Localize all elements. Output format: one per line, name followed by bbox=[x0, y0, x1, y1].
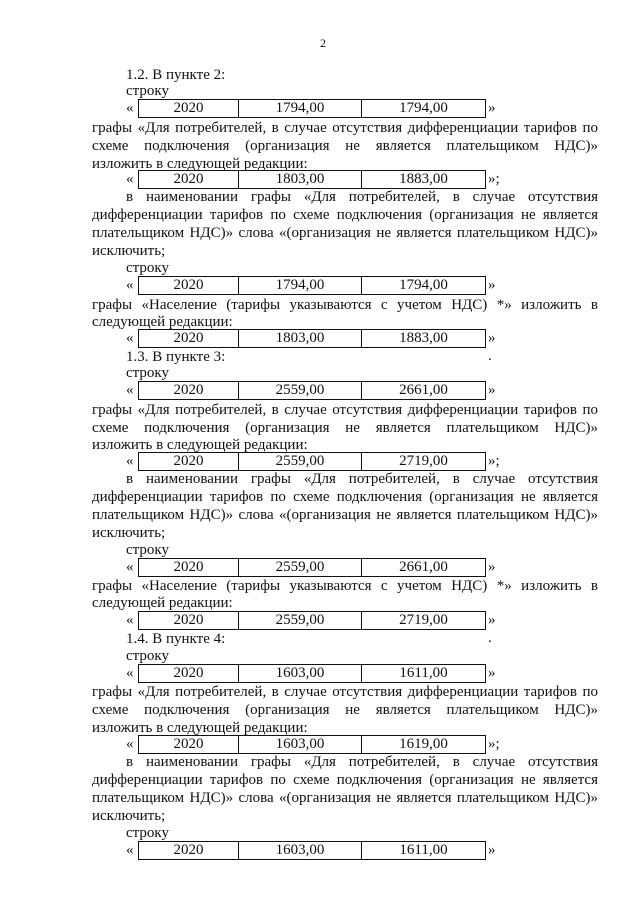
paragraph-line: графы «Население (тарифы указываются с учетом НДС) *» изложить в bbox=[92, 578, 598, 594]
paragraph-line: плательщиком НДС)» слова «(организация не является плательщиком НДС)» bbox=[92, 790, 598, 806]
paragraph-line: плательщиком НДС)» слова «(организация не является плательщиком НДС)» bbox=[92, 225, 598, 241]
label-stroku: строку bbox=[126, 648, 169, 664]
section-heading: 1.4. В пункте 4: bbox=[126, 631, 226, 647]
paragraph-line: плательщиком НДС)» слова «(организация не является плательщиком НДС)» bbox=[92, 507, 598, 523]
cell-value-1: 2559,00 bbox=[239, 559, 362, 576]
close-quote: »; bbox=[488, 453, 500, 469]
open-quote: « bbox=[126, 665, 134, 681]
paragraph-line: изложить в следующей редакции: bbox=[92, 720, 308, 736]
cell-value-2: 1611,00 bbox=[399, 842, 448, 858]
paragraph-line: изложить в следующей редакции: bbox=[92, 156, 308, 172]
paragraph-line: исключить; bbox=[92, 808, 166, 824]
open-quote: « bbox=[126, 100, 134, 116]
label-stroku: строку bbox=[126, 260, 169, 276]
cell-year: 2020 bbox=[139, 665, 239, 682]
open-quote: « bbox=[126, 842, 134, 858]
cell-value-1: 1794,00 bbox=[239, 277, 362, 294]
cell-value-2: 2719,00 bbox=[399, 453, 448, 469]
cell-value-1: 1803,00 bbox=[239, 330, 362, 347]
open-quote: « bbox=[126, 382, 134, 398]
cell-year: 2020 bbox=[139, 736, 239, 753]
cell-year: 2020 bbox=[139, 382, 239, 399]
paragraph-line: дифференциации тарифов по схеме подключения (организация не является bbox=[92, 207, 598, 223]
open-quote: « bbox=[126, 277, 134, 293]
cell-value-1: 1794,00 bbox=[239, 100, 362, 117]
open-quote: « bbox=[126, 171, 134, 187]
cell-value-1: 1603,00 bbox=[239, 665, 362, 682]
cell-value-2: 1794,00 bbox=[399, 277, 448, 293]
close-quote: » . bbox=[488, 612, 496, 646]
open-quote: « bbox=[126, 330, 134, 346]
close-quote: »; bbox=[488, 171, 500, 187]
paragraph-line: в наименовании графы «Для потребителей, в случае отсутствия bbox=[126, 189, 598, 205]
paragraph-line: следующей редакции: bbox=[92, 314, 233, 330]
cell-value-2: 2661,00 bbox=[399, 382, 448, 398]
open-quote: « bbox=[126, 559, 134, 575]
cell-value-1: 1603,00 bbox=[239, 842, 362, 859]
close-quote: » bbox=[488, 559, 496, 575]
paragraph-line: схеме подключения (организация не является плательщиком НДС)» bbox=[92, 420, 598, 436]
cell-value-1: 1603,00 bbox=[239, 736, 362, 753]
paragraph-line: графы «Для потребителей, в случае отсутствия дифференциации тарифов по bbox=[92, 684, 598, 700]
paragraph-line: графы «Население (тарифы указываются с учетом НДС) *» изложить в bbox=[92, 297, 598, 313]
cell-value-2: 2719,00 bbox=[399, 612, 448, 628]
cell-value-2: 1883,00 bbox=[399, 330, 448, 346]
open-quote: « bbox=[126, 453, 134, 469]
paragraph-line: дифференциации тарифов по схеме подключения (организация не является bbox=[92, 772, 598, 788]
cell-year: 2020 bbox=[139, 559, 239, 576]
cell-value-2: 2661,00 bbox=[399, 559, 448, 575]
cell-value-2: 1619,00 bbox=[399, 736, 448, 752]
close-quote: » bbox=[488, 277, 496, 293]
cell-year: 2020 bbox=[139, 171, 239, 188]
page-number: 2 bbox=[320, 36, 326, 50]
paragraph-line: схеме подключения (организация не является плательщиком НДС)» bbox=[92, 702, 598, 718]
cell-value-1: 1803,00 bbox=[239, 171, 362, 188]
cell-value-2: 1883,00 bbox=[399, 171, 448, 187]
cell-value-1: 2559,00 bbox=[239, 382, 362, 399]
paragraph-line: исключить; bbox=[92, 243, 166, 259]
paragraph-line: графы «Для потребителей, в случае отсутствия дифференциации тарифов по bbox=[92, 120, 598, 136]
label-stroku: строку bbox=[126, 542, 169, 558]
close-quote: » . bbox=[488, 330, 496, 364]
close-quote: » bbox=[488, 665, 496, 681]
open-quote: « bbox=[126, 736, 134, 752]
section-heading: 1.2. В пункте 2: bbox=[126, 67, 226, 83]
cell-value-1: 2559,00 bbox=[239, 453, 362, 470]
cell-year: 2020 bbox=[139, 842, 239, 859]
paragraph-line: в наименовании графы «Для потребителей, в случае отсутствия bbox=[126, 754, 598, 770]
paragraph-line: дифференциации тарифов по схеме подключения (организация не является bbox=[92, 489, 598, 505]
close-quote: » bbox=[488, 100, 496, 116]
close-quote: » bbox=[488, 842, 496, 858]
paragraph-line: графы «Для потребителей, в случае отсутствия дифференциации тарифов по bbox=[92, 402, 598, 418]
open-quote: « bbox=[126, 612, 134, 628]
close-quote: » bbox=[488, 382, 496, 398]
cell-year: 2020 bbox=[139, 453, 239, 470]
cell-value-1: 2559,00 bbox=[239, 612, 362, 629]
paragraph-line: следующей редакции: bbox=[92, 595, 233, 611]
label-stroku: строку bbox=[126, 83, 169, 99]
paragraph-line: исключить; bbox=[92, 525, 166, 541]
cell-year: 2020 bbox=[139, 330, 239, 347]
label-stroku: строку bbox=[126, 365, 169, 381]
section-heading: 1.3. В пункте 3: bbox=[126, 349, 226, 365]
cell-year: 2020 bbox=[139, 612, 239, 629]
cell-value-2: 1794,00 bbox=[399, 100, 448, 116]
cell-year: 2020 bbox=[139, 100, 239, 117]
paragraph-line: в наименовании графы «Для потребителей, в случае отсутствия bbox=[126, 471, 598, 487]
close-quote: »; bbox=[488, 736, 500, 752]
paragraph-line: изложить в следующей редакции: bbox=[92, 437, 308, 453]
cell-value-2: 1611,00 bbox=[399, 665, 448, 681]
paragraph-line: схеме подключения (организация не является плательщиком НДС)» bbox=[92, 138, 598, 154]
cell-year: 2020 bbox=[139, 277, 239, 294]
label-stroku: строку bbox=[126, 825, 169, 841]
